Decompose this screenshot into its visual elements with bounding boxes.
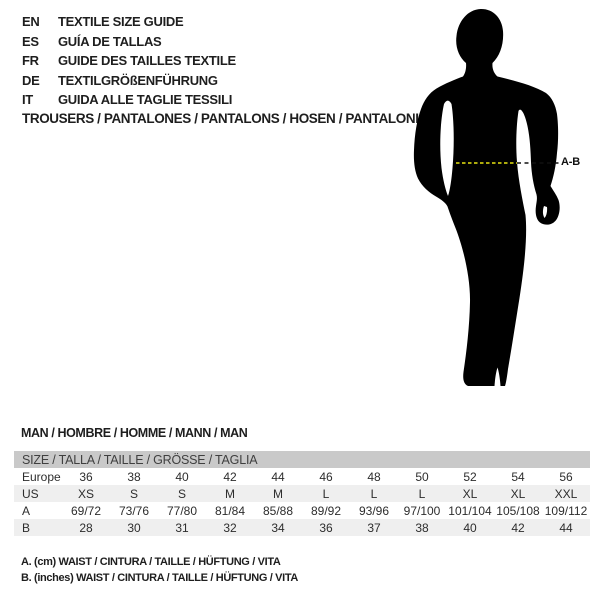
language-code: ES [22, 33, 39, 49]
table-header-row [14, 451, 590, 468]
cell: 52 [463, 469, 477, 484]
table-row-b-inches [14, 519, 590, 536]
table-row-us [14, 485, 590, 502]
cell: 36 [79, 469, 93, 484]
language-row-it [22, 90, 236, 110]
cell: M [254, 485, 302, 502]
note-a: A. (cm) WAIST / CINTURA / TAILLE / HÜFTUNG / VITA [21, 556, 281, 568]
table-row-europe [14, 468, 590, 485]
cell: XS [62, 485, 110, 502]
language-row-de [22, 71, 236, 91]
cell: S [158, 485, 206, 502]
language-code: FR [22, 53, 39, 69]
cell: 32 [206, 519, 254, 536]
cell: 89/92 [310, 503, 342, 518]
cell: 101/104 [448, 503, 492, 518]
cell: XXL [542, 485, 590, 502]
row-label: A [22, 503, 31, 518]
size-table [14, 451, 590, 536]
cell: 97/100 [403, 503, 441, 518]
garment-heading: TROUSERS / PANTALONES / PANTALONS / HOSEN / PANTALONI [22, 111, 419, 126]
language-label: GUIDE DES TAILLES TEXTILE [58, 53, 236, 69]
language-label: GUIDA ALLE TAGLIE TESSILI [58, 92, 233, 108]
cell: XL [446, 485, 494, 502]
language-list [22, 12, 236, 110]
man-silhouette-body [414, 9, 560, 386]
language-label: GUÍA DE TALLAS [58, 33, 162, 49]
language-row-es [22, 32, 236, 52]
table-row-a-cm [14, 502, 590, 519]
language-label: TEXTILGRÖßENFÜHRUNG [58, 72, 218, 88]
language-row-en [22, 12, 236, 32]
cell: 50 [415, 469, 429, 484]
cell: 40 [175, 469, 189, 484]
cell: 36 [302, 519, 350, 536]
cell: 56 [559, 469, 573, 484]
cell: 44 [271, 469, 285, 484]
cell: 42 [494, 519, 542, 536]
waist-measure-label: A-B [561, 156, 580, 168]
table-header-label: SIZE / TALLA / TAILLE / GRÖSSE / TAGLIA [14, 451, 590, 468]
cell: 48 [367, 469, 381, 484]
cell: 105/108 [496, 503, 540, 518]
cell: 77/80 [166, 503, 198, 518]
cell: 30 [110, 519, 158, 536]
language-code: EN [22, 14, 40, 29]
cell: 46 [319, 469, 333, 484]
cell: 28 [62, 519, 110, 536]
language-row-fr [22, 51, 236, 71]
cell: 37 [350, 519, 398, 536]
cell: 44 [542, 519, 590, 536]
cell: L [398, 485, 446, 502]
row-label: US [14, 485, 62, 502]
cell: 38 [127, 469, 141, 484]
cell: S [110, 485, 158, 502]
cell: 109/112 [544, 503, 588, 518]
cell: 85/88 [262, 503, 294, 518]
cell: 34 [254, 519, 302, 536]
cell: L [302, 485, 350, 502]
note-b: B. (inches) WAIST / CINTURA / TAILLE / HÜFTUNG / VITA [21, 571, 299, 584]
row-label: Europe [22, 469, 61, 484]
cell: 73/76 [118, 503, 150, 518]
cell: 81/84 [214, 503, 246, 518]
cell: 38 [398, 519, 446, 536]
cell: M [206, 485, 254, 502]
cell: XL [494, 485, 542, 502]
cell: 31 [158, 519, 206, 536]
measurement-notes [21, 555, 298, 586]
cell: 69/72 [70, 503, 102, 518]
cell: 93/96 [358, 503, 390, 518]
row-label: B [14, 519, 62, 536]
language-label: TEXTILE SIZE GUIDE [58, 14, 184, 29]
language-code: IT [22, 92, 33, 108]
section-title: MAN / HOMBRE / HOMME / MANN / MAN [21, 426, 248, 440]
cell: 42 [223, 469, 237, 484]
language-code: DE [22, 72, 40, 88]
cell: L [350, 485, 398, 502]
cell: 40 [446, 519, 494, 536]
man-silhouette-icon [400, 0, 600, 400]
cell: 54 [511, 469, 525, 484]
